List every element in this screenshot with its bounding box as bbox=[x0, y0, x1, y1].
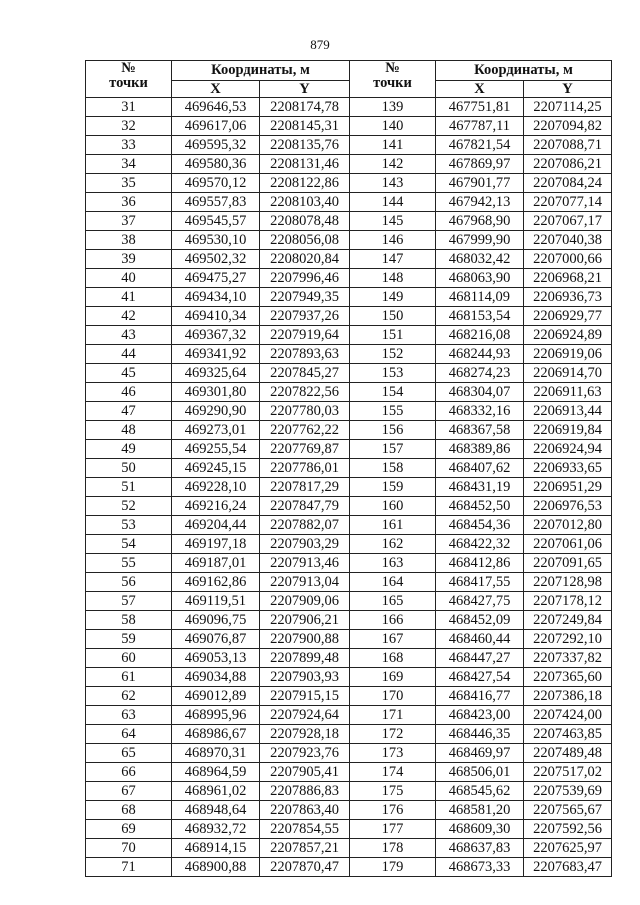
point-number-left-cell: 57 bbox=[86, 592, 172, 611]
point-number-left-cell: 61 bbox=[86, 668, 172, 687]
x-right-cell: 468460,44 bbox=[436, 630, 524, 649]
point-number-right-cell: 176 bbox=[350, 801, 436, 820]
y-right-cell: 2207061,06 bbox=[524, 535, 612, 554]
y-right-cell: 2206911,63 bbox=[524, 383, 612, 402]
x-right-cell: 467787,11 bbox=[436, 117, 524, 136]
x-left-cell: 469228,10 bbox=[172, 478, 260, 497]
point-number-left-cell: 64 bbox=[86, 725, 172, 744]
x-left-cell: 469119,51 bbox=[172, 592, 260, 611]
y-left-cell: 2208056,08 bbox=[260, 231, 350, 250]
y-right-cell: 2206924,94 bbox=[524, 440, 612, 459]
x-right-cell: 468332,16 bbox=[436, 402, 524, 421]
point-number-right-cell: 148 bbox=[350, 269, 436, 288]
x-left-cell: 469076,87 bbox=[172, 630, 260, 649]
point-number-left-cell: 70 bbox=[86, 839, 172, 858]
y-left-cell: 2207903,93 bbox=[260, 668, 350, 687]
y-right-cell: 2207683,47 bbox=[524, 858, 612, 877]
x-left-cell: 469301,80 bbox=[172, 383, 260, 402]
x-left-cell: 469545,57 bbox=[172, 212, 260, 231]
x-right-cell: 468367,58 bbox=[436, 421, 524, 440]
point-number-right-cell: 168 bbox=[350, 649, 436, 668]
x-right-cell: 468114,09 bbox=[436, 288, 524, 307]
table-row bbox=[86, 98, 612, 117]
table-row bbox=[86, 174, 612, 193]
point-number-left-cell: 52 bbox=[86, 497, 172, 516]
point-number-right-cell: 147 bbox=[350, 250, 436, 269]
x-left-cell: 469187,01 bbox=[172, 554, 260, 573]
y-left-cell: 2207870,47 bbox=[260, 858, 350, 877]
point-number-left-cell: 50 bbox=[86, 459, 172, 478]
x-left-cell: 469475,27 bbox=[172, 269, 260, 288]
y-right-cell: 2207088,71 bbox=[524, 136, 612, 155]
point-number-right-cell: 171 bbox=[350, 706, 436, 725]
x-right-cell: 468673,33 bbox=[436, 858, 524, 877]
point-number-left-cell: 69 bbox=[86, 820, 172, 839]
x-right-cell: 468581,20 bbox=[436, 801, 524, 820]
y-left-cell: 2207857,21 bbox=[260, 839, 350, 858]
point-number-right-cell: 167 bbox=[350, 630, 436, 649]
point-number-left-cell: 67 bbox=[86, 782, 172, 801]
point-number-left-cell: 32 bbox=[86, 117, 172, 136]
point-number-header-right: № точки bbox=[350, 61, 436, 98]
y-left-cell: 2208103,40 bbox=[260, 193, 350, 212]
table-row bbox=[86, 839, 612, 858]
y-right-cell: 2206914,70 bbox=[524, 364, 612, 383]
y-right-cell: 2207517,02 bbox=[524, 763, 612, 782]
table-row bbox=[86, 231, 612, 250]
table-row bbox=[86, 250, 612, 269]
y-left-cell: 2207847,79 bbox=[260, 497, 350, 516]
y-right-cell: 2207386,18 bbox=[524, 687, 612, 706]
x-left-cell: 469570,12 bbox=[172, 174, 260, 193]
table-row bbox=[86, 687, 612, 706]
table-row bbox=[86, 288, 612, 307]
y-left-cell: 2207913,04 bbox=[260, 573, 350, 592]
point-number-right-cell: 161 bbox=[350, 516, 436, 535]
x-right-cell: 468452,50 bbox=[436, 497, 524, 516]
point-number-left-cell: 49 bbox=[86, 440, 172, 459]
point-number-right-cell: 175 bbox=[350, 782, 436, 801]
x-left-cell: 469216,24 bbox=[172, 497, 260, 516]
x-right-cell: 468469,97 bbox=[436, 744, 524, 763]
x-right-cell: 468407,62 bbox=[436, 459, 524, 478]
y-right-cell: 2207067,17 bbox=[524, 212, 612, 231]
x-left-cell: 469530,10 bbox=[172, 231, 260, 250]
point-number-right-cell: 164 bbox=[350, 573, 436, 592]
x-left-cell: 469325,64 bbox=[172, 364, 260, 383]
x-left-cell: 469646,53 bbox=[172, 98, 260, 117]
table-row bbox=[86, 668, 612, 687]
point-number-right-cell: 139 bbox=[350, 98, 436, 117]
y-header-left: Y bbox=[260, 81, 350, 98]
y-left-cell: 2207899,48 bbox=[260, 649, 350, 668]
point-number-left-cell: 44 bbox=[86, 345, 172, 364]
point-number-left-cell: 31 bbox=[86, 98, 172, 117]
x-left-cell: 468900,88 bbox=[172, 858, 260, 877]
table-row bbox=[86, 212, 612, 231]
point-number-left-cell: 48 bbox=[86, 421, 172, 440]
point-number-left-cell: 60 bbox=[86, 649, 172, 668]
x-right-cell: 467821,54 bbox=[436, 136, 524, 155]
point-number-right-cell: 165 bbox=[350, 592, 436, 611]
x-right-cell: 468446,35 bbox=[436, 725, 524, 744]
coordinates-header-left: Координаты, м bbox=[172, 61, 350, 81]
x-right-cell: 467968,90 bbox=[436, 212, 524, 231]
point-number-right-cell: 145 bbox=[350, 212, 436, 231]
point-number-left-cell: 55 bbox=[86, 554, 172, 573]
y-right-cell: 2207094,82 bbox=[524, 117, 612, 136]
x-left-cell: 469502,32 bbox=[172, 250, 260, 269]
table-row bbox=[86, 592, 612, 611]
point-number-left-cell: 65 bbox=[86, 744, 172, 763]
x-left-cell: 469434,10 bbox=[172, 288, 260, 307]
point-number-left-cell: 34 bbox=[86, 155, 172, 174]
point-number-right-cell: 153 bbox=[350, 364, 436, 383]
x-right-cell: 468427,54 bbox=[436, 668, 524, 687]
table-row bbox=[86, 763, 612, 782]
point-number-left-cell: 63 bbox=[86, 706, 172, 725]
table-row bbox=[86, 155, 612, 174]
y-left-cell: 2207780,03 bbox=[260, 402, 350, 421]
point-number-right-cell: 142 bbox=[350, 155, 436, 174]
y-right-cell: 2207000,66 bbox=[524, 250, 612, 269]
y-left-cell: 2207786,01 bbox=[260, 459, 350, 478]
point-number-left-cell: 39 bbox=[86, 250, 172, 269]
coordinates-table bbox=[85, 60, 612, 877]
point-number-right-cell: 141 bbox=[350, 136, 436, 155]
x-left-cell: 468995,96 bbox=[172, 706, 260, 725]
y-right-cell: 2207565,67 bbox=[524, 801, 612, 820]
y-right-cell: 2207337,82 bbox=[524, 649, 612, 668]
table-row bbox=[86, 801, 612, 820]
point-number-right-cell: 166 bbox=[350, 611, 436, 630]
point-number-right-cell: 159 bbox=[350, 478, 436, 497]
point-number-left-cell: 54 bbox=[86, 535, 172, 554]
point-number-right-cell: 173 bbox=[350, 744, 436, 763]
x-left-cell: 469012,89 bbox=[172, 687, 260, 706]
y-left-cell: 2207949,35 bbox=[260, 288, 350, 307]
x-header-right: X bbox=[436, 81, 524, 98]
point-number-right-cell: 152 bbox=[350, 345, 436, 364]
x-left-cell: 469162,86 bbox=[172, 573, 260, 592]
x-right-cell: 468032,42 bbox=[436, 250, 524, 269]
y-left-cell: 2207817,29 bbox=[260, 478, 350, 497]
point-number-left-cell: 40 bbox=[86, 269, 172, 288]
x-left-cell: 469255,54 bbox=[172, 440, 260, 459]
x-right-cell: 468153,54 bbox=[436, 307, 524, 326]
y-left-cell: 2207769,87 bbox=[260, 440, 350, 459]
x-left-cell: 469557,83 bbox=[172, 193, 260, 212]
point-number-right-cell: 143 bbox=[350, 174, 436, 193]
point-number-left-cell: 51 bbox=[86, 478, 172, 497]
x-right-cell: 468506,01 bbox=[436, 763, 524, 782]
y-right-cell: 2207114,25 bbox=[524, 98, 612, 117]
point-number-header-left: № точки bbox=[86, 61, 172, 98]
x-right-cell: 468637,83 bbox=[436, 839, 524, 858]
y-right-cell: 2206936,73 bbox=[524, 288, 612, 307]
x-right-cell: 467901,77 bbox=[436, 174, 524, 193]
point-number-left-cell: 42 bbox=[86, 307, 172, 326]
y-left-cell: 2207913,46 bbox=[260, 554, 350, 573]
table-row bbox=[86, 193, 612, 212]
x-right-cell: 468244,93 bbox=[436, 345, 524, 364]
point-number-left-cell: 33 bbox=[86, 136, 172, 155]
y-right-cell: 2207489,48 bbox=[524, 744, 612, 763]
x-right-cell: 468417,55 bbox=[436, 573, 524, 592]
table-row bbox=[86, 573, 612, 592]
x-left-cell: 468914,15 bbox=[172, 839, 260, 858]
point-number-right-cell: 146 bbox=[350, 231, 436, 250]
point-number-right-cell: 174 bbox=[350, 763, 436, 782]
point-number-left-cell: 68 bbox=[86, 801, 172, 820]
y-left-cell: 2207915,15 bbox=[260, 687, 350, 706]
x-left-cell: 469341,92 bbox=[172, 345, 260, 364]
point-number-right-cell: 156 bbox=[350, 421, 436, 440]
y-left-cell: 2208145,31 bbox=[260, 117, 350, 136]
x-left-cell: 468961,02 bbox=[172, 782, 260, 801]
x-right-cell: 467751,81 bbox=[436, 98, 524, 117]
y-right-cell: 2206919,06 bbox=[524, 345, 612, 364]
y-left-cell: 2208078,48 bbox=[260, 212, 350, 231]
table-row bbox=[86, 820, 612, 839]
table-row bbox=[86, 782, 612, 801]
point-number-right-cell: 160 bbox=[350, 497, 436, 516]
table-row bbox=[86, 744, 612, 763]
point-number-right-cell: 140 bbox=[350, 117, 436, 136]
x-left-cell: 469204,44 bbox=[172, 516, 260, 535]
x-right-cell: 468274,23 bbox=[436, 364, 524, 383]
point-number-left-cell: 62 bbox=[86, 687, 172, 706]
point-number-right-cell: 155 bbox=[350, 402, 436, 421]
y-header-right: Y bbox=[524, 81, 612, 98]
y-right-cell: 2207084,24 bbox=[524, 174, 612, 193]
point-number-right-cell: 172 bbox=[350, 725, 436, 744]
point-number-left-cell: 71 bbox=[86, 858, 172, 877]
y-left-cell: 2208122,86 bbox=[260, 174, 350, 193]
point-number-right-cell: 169 bbox=[350, 668, 436, 687]
point-number-right-cell: 150 bbox=[350, 307, 436, 326]
y-right-cell: 2207091,65 bbox=[524, 554, 612, 573]
x-left-cell: 469617,06 bbox=[172, 117, 260, 136]
table-row bbox=[86, 516, 612, 535]
point-number-right-cell: 170 bbox=[350, 687, 436, 706]
point-number-right-cell: 178 bbox=[350, 839, 436, 858]
y-left-cell: 2207893,63 bbox=[260, 345, 350, 364]
point-number-left-cell: 53 bbox=[86, 516, 172, 535]
y-left-cell: 2208174,78 bbox=[260, 98, 350, 117]
y-left-cell: 2207900,88 bbox=[260, 630, 350, 649]
x-right-cell: 468412,86 bbox=[436, 554, 524, 573]
table-row bbox=[86, 345, 612, 364]
point-number-right-cell: 162 bbox=[350, 535, 436, 554]
y-left-cell: 2207905,41 bbox=[260, 763, 350, 782]
table-row bbox=[86, 421, 612, 440]
point-number-left-cell: 58 bbox=[86, 611, 172, 630]
x-right-cell: 468304,07 bbox=[436, 383, 524, 402]
y-left-cell: 2207923,76 bbox=[260, 744, 350, 763]
point-number-left-cell: 59 bbox=[86, 630, 172, 649]
table-row bbox=[86, 725, 612, 744]
x-left-cell: 469197,18 bbox=[172, 535, 260, 554]
y-left-cell: 2207928,18 bbox=[260, 725, 350, 744]
y-right-cell: 2206933,65 bbox=[524, 459, 612, 478]
y-right-cell: 2207625,97 bbox=[524, 839, 612, 858]
point-number-left-cell: 41 bbox=[86, 288, 172, 307]
y-right-cell: 2207463,85 bbox=[524, 725, 612, 744]
x-left-cell: 469595,32 bbox=[172, 136, 260, 155]
x-left-cell: 469273,01 bbox=[172, 421, 260, 440]
y-right-cell: 2206924,89 bbox=[524, 326, 612, 345]
table-row bbox=[86, 535, 612, 554]
point-number-right-cell: 179 bbox=[350, 858, 436, 877]
x-right-cell: 467942,13 bbox=[436, 193, 524, 212]
x-left-cell: 469367,32 bbox=[172, 326, 260, 345]
x-left-cell: 469053,13 bbox=[172, 649, 260, 668]
y-right-cell: 2207012,80 bbox=[524, 516, 612, 535]
point-number-left-cell: 35 bbox=[86, 174, 172, 193]
y-right-cell: 2207292,10 bbox=[524, 630, 612, 649]
x-right-cell: 468416,77 bbox=[436, 687, 524, 706]
point-number-left-cell: 47 bbox=[86, 402, 172, 421]
y-left-cell: 2207996,46 bbox=[260, 269, 350, 288]
x-left-cell: 468932,72 bbox=[172, 820, 260, 839]
point-number-left-cell: 43 bbox=[86, 326, 172, 345]
y-right-cell: 2207178,12 bbox=[524, 592, 612, 611]
table-row bbox=[86, 706, 612, 725]
point-number-left-cell: 56 bbox=[86, 573, 172, 592]
table-row bbox=[86, 440, 612, 459]
point-number-left-cell: 38 bbox=[86, 231, 172, 250]
y-right-cell: 2206968,21 bbox=[524, 269, 612, 288]
point-number-right-cell: 158 bbox=[350, 459, 436, 478]
point-number-right-cell: 151 bbox=[350, 326, 436, 345]
point-number-right-cell: 149 bbox=[350, 288, 436, 307]
point-number-right-cell: 177 bbox=[350, 820, 436, 839]
y-left-cell: 2207906,21 bbox=[260, 611, 350, 630]
table-row bbox=[86, 554, 612, 573]
y-left-cell: 2207937,26 bbox=[260, 307, 350, 326]
table-row bbox=[86, 364, 612, 383]
x-left-cell: 469034,88 bbox=[172, 668, 260, 687]
y-left-cell: 2208020,84 bbox=[260, 250, 350, 269]
x-left-cell: 469580,36 bbox=[172, 155, 260, 174]
y-right-cell: 2207249,84 bbox=[524, 611, 612, 630]
table-row bbox=[86, 497, 612, 516]
table-row bbox=[86, 136, 612, 155]
y-left-cell: 2207762,22 bbox=[260, 421, 350, 440]
page-number: 879 bbox=[310, 37, 330, 52]
x-right-cell: 468609,30 bbox=[436, 820, 524, 839]
x-left-cell: 469290,90 bbox=[172, 402, 260, 421]
x-right-cell: 468545,62 bbox=[436, 782, 524, 801]
table-row bbox=[86, 611, 612, 630]
y-right-cell: 2207086,21 bbox=[524, 155, 612, 174]
point-number-right-cell: 154 bbox=[350, 383, 436, 402]
x-left-cell: 468948,64 bbox=[172, 801, 260, 820]
x-right-cell: 468452,09 bbox=[436, 611, 524, 630]
table-body bbox=[86, 98, 612, 877]
y-right-cell: 2206976,53 bbox=[524, 497, 612, 516]
y-left-cell: 2208135,76 bbox=[260, 136, 350, 155]
table-row bbox=[86, 402, 612, 421]
y-right-cell: 2206929,77 bbox=[524, 307, 612, 326]
table-row bbox=[86, 649, 612, 668]
point-number-right-cell: 157 bbox=[350, 440, 436, 459]
x-right-cell: 468063,90 bbox=[436, 269, 524, 288]
x-left-cell: 468970,31 bbox=[172, 744, 260, 763]
y-right-cell: 2207077,14 bbox=[524, 193, 612, 212]
y-left-cell: 2208131,46 bbox=[260, 155, 350, 174]
y-left-cell: 2207909,06 bbox=[260, 592, 350, 611]
table-row bbox=[86, 326, 612, 345]
x-right-cell: 468431,19 bbox=[436, 478, 524, 497]
x-left-cell: 469245,15 bbox=[172, 459, 260, 478]
coordinates-header-right: Координаты, м bbox=[436, 61, 612, 81]
y-right-cell: 2207365,60 bbox=[524, 668, 612, 687]
x-left-cell: 468964,59 bbox=[172, 763, 260, 782]
x-left-cell: 469410,34 bbox=[172, 307, 260, 326]
table-header bbox=[86, 61, 612, 98]
point-number-left-cell: 66 bbox=[86, 763, 172, 782]
y-right-cell: 2206913,44 bbox=[524, 402, 612, 421]
x-right-cell: 467869,97 bbox=[436, 155, 524, 174]
x-right-cell: 468216,08 bbox=[436, 326, 524, 345]
table-row bbox=[86, 459, 612, 478]
y-right-cell: 2207539,69 bbox=[524, 782, 612, 801]
x-right-cell: 468447,27 bbox=[436, 649, 524, 668]
point-number-left-cell: 46 bbox=[86, 383, 172, 402]
y-left-cell: 2207863,40 bbox=[260, 801, 350, 820]
table-row bbox=[86, 478, 612, 497]
table-row bbox=[86, 383, 612, 402]
x-right-cell: 468427,75 bbox=[436, 592, 524, 611]
x-right-cell: 468423,00 bbox=[436, 706, 524, 725]
x-left-cell: 469096,75 bbox=[172, 611, 260, 630]
table-row bbox=[86, 630, 612, 649]
point-number-left-cell: 36 bbox=[86, 193, 172, 212]
y-left-cell: 2207854,55 bbox=[260, 820, 350, 839]
y-left-cell: 2207924,64 bbox=[260, 706, 350, 725]
x-header-left: X bbox=[172, 81, 260, 98]
y-right-cell: 2207128,98 bbox=[524, 573, 612, 592]
y-right-cell: 2207424,00 bbox=[524, 706, 612, 725]
y-left-cell: 2207903,29 bbox=[260, 535, 350, 554]
x-left-cell: 468986,67 bbox=[172, 725, 260, 744]
table-row bbox=[86, 858, 612, 877]
y-left-cell: 2207845,27 bbox=[260, 364, 350, 383]
y-left-cell: 2207886,83 bbox=[260, 782, 350, 801]
point-number-left-cell: 45 bbox=[86, 364, 172, 383]
y-left-cell: 2207822,56 bbox=[260, 383, 350, 402]
y-left-cell: 2207919,64 bbox=[260, 326, 350, 345]
x-right-cell: 468454,36 bbox=[436, 516, 524, 535]
x-right-cell: 468422,32 bbox=[436, 535, 524, 554]
table-row bbox=[86, 117, 612, 136]
table-row bbox=[86, 307, 612, 326]
y-right-cell: 2206951,29 bbox=[524, 478, 612, 497]
x-right-cell: 467999,90 bbox=[436, 231, 524, 250]
point-number-right-cell: 163 bbox=[350, 554, 436, 573]
y-right-cell: 2206919,84 bbox=[524, 421, 612, 440]
point-number-right-cell: 144 bbox=[350, 193, 436, 212]
x-right-cell: 468389,86 bbox=[436, 440, 524, 459]
y-left-cell: 2207882,07 bbox=[260, 516, 350, 535]
table-row bbox=[86, 269, 612, 288]
y-right-cell: 2207040,38 bbox=[524, 231, 612, 250]
y-right-cell: 2207592,56 bbox=[524, 820, 612, 839]
point-number-left-cell: 37 bbox=[86, 212, 172, 231]
